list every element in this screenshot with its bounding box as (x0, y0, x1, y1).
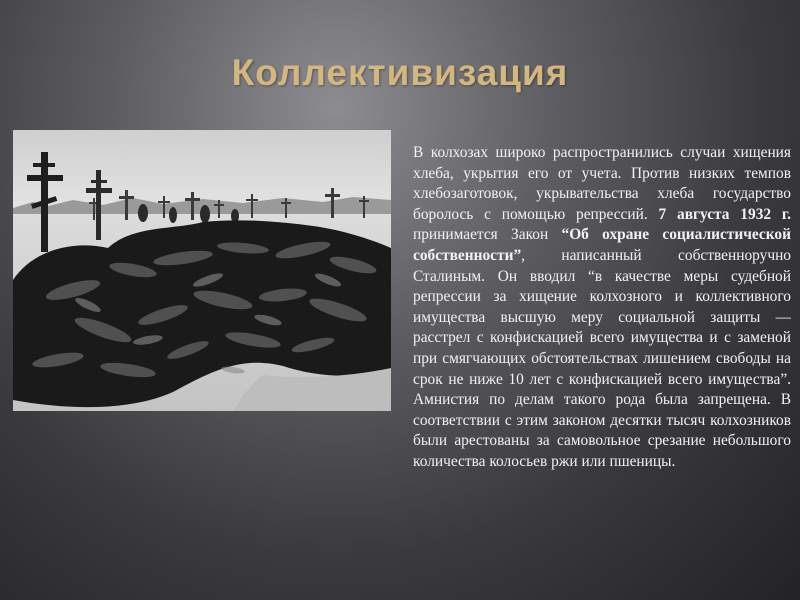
famine-photo-illustration (13, 130, 391, 411)
law-date: 7 августа 1932 г. (658, 205, 791, 223)
paragraph-part-2: принимается Закон (413, 226, 562, 244)
slide-title: Коллективизация (231, 52, 569, 93)
body-paragraph (413, 143, 791, 600)
famine-photo (13, 130, 391, 411)
paragraph-part-3: , написанный собственноручно Сталиным. Он вводил “в качестве меры судебной репрессии за хищение колхозного и коллективного имущества высшую меру социальной защиты — расстрел с конфискацией всего имущества и с заменой при смягчающих обстоятельствах лишением свободы на срок не ниже 10 лет с конфискацией всего имущества”. Амнистия по делам такого рода была запрещена. В соответствии с этим законом десятки тысяч колхозников были арестованы за самовольное срезание небольшого количества колосьев ржи или пшеницы. (413, 246, 791, 470)
law-name: “Об охране социалистической собственности” (413, 226, 791, 264)
paragraph-part-1: В колхозах широко распространились случаи хищения хлеба, укрытия его от учета. Против низких темпов хлебозаготовок, укрывательства хлеба государство боролось с помощью репрессий. (413, 144, 791, 223)
